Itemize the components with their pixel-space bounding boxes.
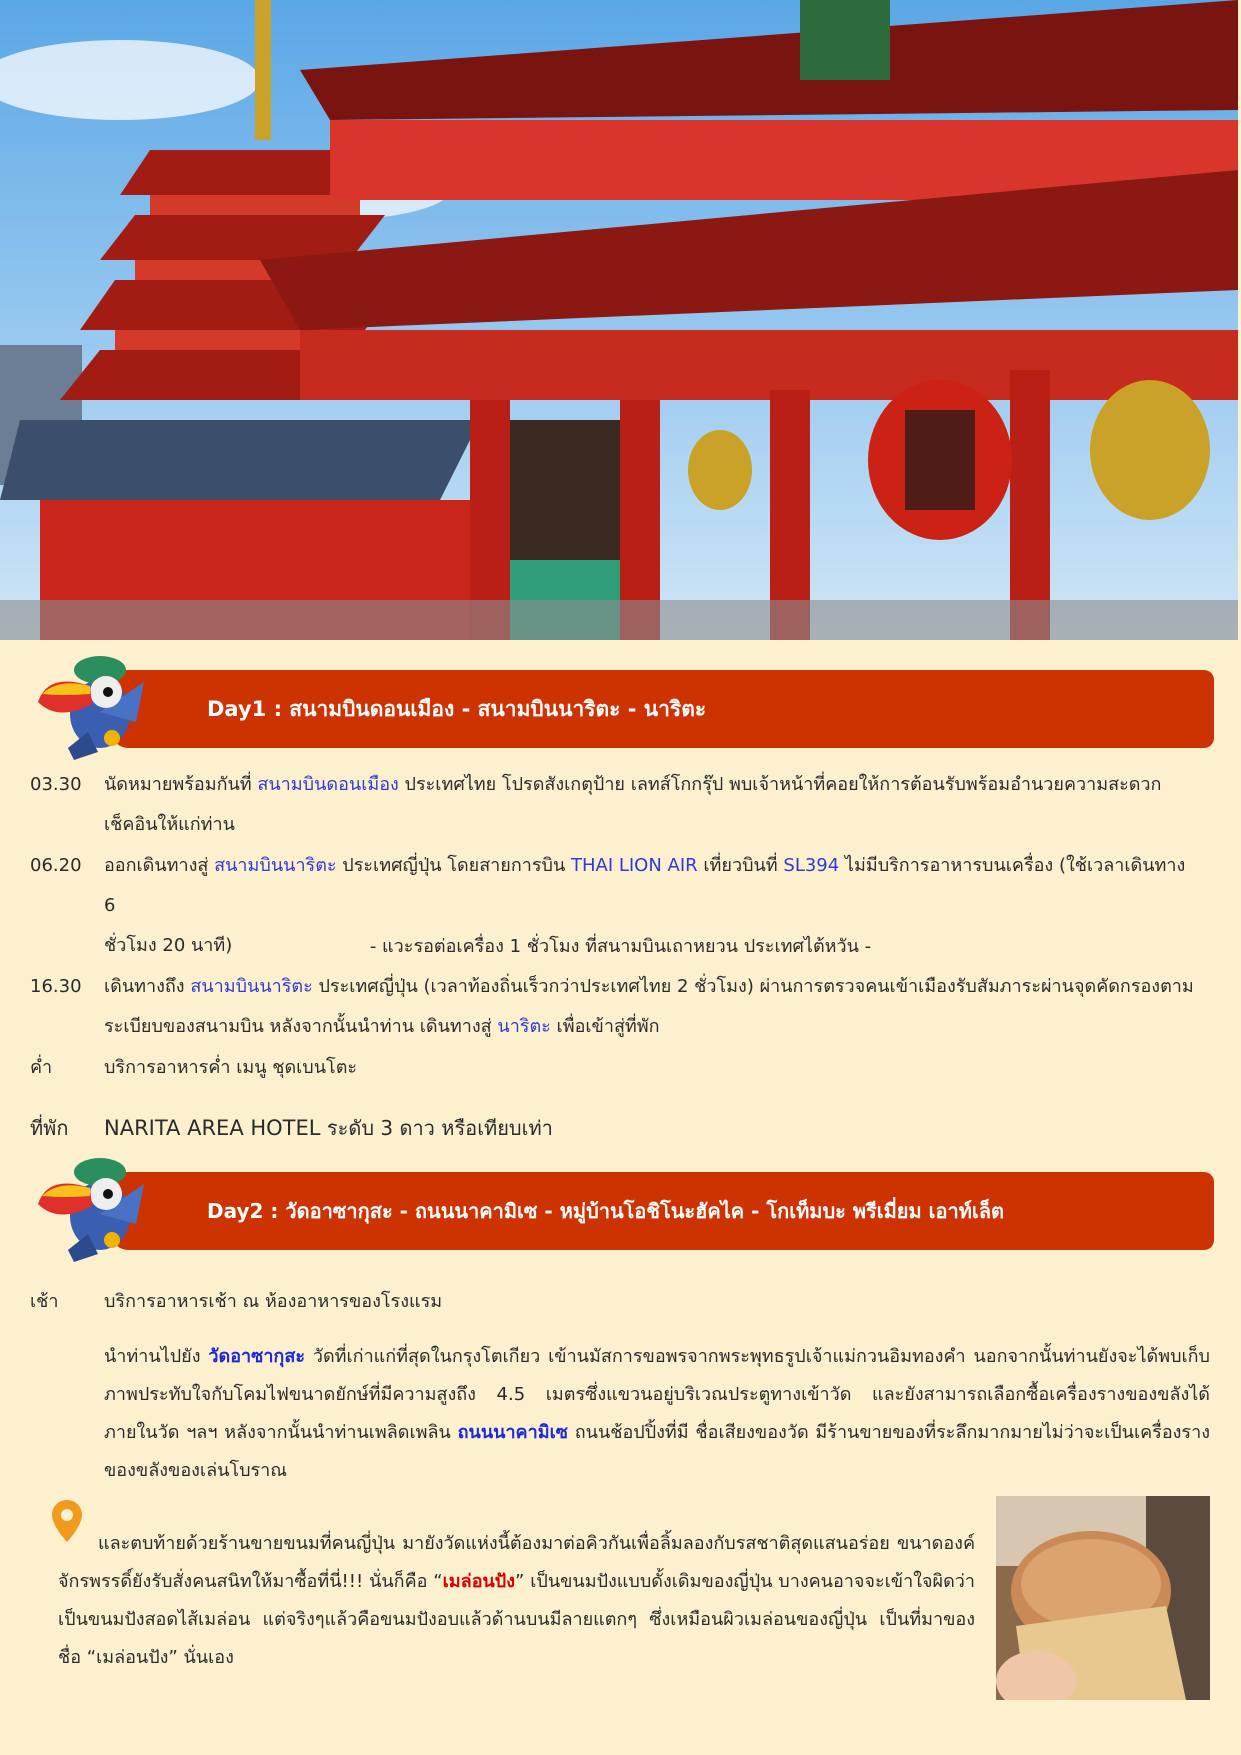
text-part: ประเทศญี่ปุ่น (เวลาท้องถิ่นเร็วกว่าประเทศไทย 2 ชั่วโมง) ผ่านการตรวจคนเข้าเมืองรับสัมภาระผ่านจุดคัดกรองตาม: [312, 976, 1194, 997]
day1-header: [28, 652, 1214, 730]
hotel-name: NARITA AREA HOTEL: [104, 1116, 321, 1140]
text-part: และตบท้ายด้วยร้านขายขนมที่คนญี่ปุ่น มายังวัดแห่งนี้ต้องมาต่อคิวกันเพื่อลิ้มลองกับรสชาติสุดแสนอร่อย ขนาดองค์จักรพรรดิ์ยังรับสั่งคนสนิทให้มาซื้อที่นี่!!! นั่นก็คือ “: [58, 1533, 975, 1592]
text-part: เพื่อเข้าสู่ที่พัก: [550, 1016, 660, 1037]
place-highlight: สนามบินดอนเมือง: [257, 774, 399, 795]
item-text: [104, 967, 1200, 1047]
hero-photo-sensoji-temple: [0, 0, 1238, 640]
text-part: เดินทางถึง: [104, 976, 191, 997]
hotel-label: ที่พัก: [30, 1116, 69, 1140]
text-part: ประเทศไทย โปรดสังเกตุป้าย เลทส์โกกรุ๊ป พบเจ้าหน้าที่คอยให้การต้อนรับพร้อมอำนวยความสะดวก: [398, 774, 1162, 795]
transit-note: - แวะรอต่อเครื่อง 1 ชั่วโมง ที่สนามบินเถาหยวน ประเทศไต้หวัน -: [369, 936, 872, 957]
toucan-mascot-icon: [28, 1154, 144, 1264]
melonpan-highlight: เมล่อนปัง: [442, 1571, 516, 1592]
text-part: ไม่มีบริการอาหารบนเครื่อง (ใช้เวลาเดินทาง 6: [104, 855, 1186, 916]
flight-highlight: SL394: [783, 855, 840, 876]
text-part: นำท่านไปยัง: [104, 1346, 209, 1367]
text-part: ” เป็นขนมปังแบบดั้งเดิมของญี่ปุ่น บางคนอาจจะเข้าใจผิดว่าเป็นขนมปังสอดไส้เมล่อน แต่จริงๆแล้วคือขนมปังอบแล้วด้านบนมีลายแตกๆ ซึ่งเหมือนผิวเมล่อนของญี่ปุ่น เป็นที่มาของชื่อ “เมล่อนปัง” นั่นเอง: [58, 1571, 976, 1668]
place-highlight: นาริตะ: [497, 1016, 551, 1037]
asakusa-paragraph: [104, 1338, 1210, 1490]
place-highlight: สนามบินนาริตะ: [214, 855, 337, 876]
place-highlight: ถนนนาคามิเซ: [457, 1422, 568, 1443]
text-part: ประเทศญี่ปุ่น โดยสายการบิน: [336, 855, 571, 876]
text-part: ถนนช้อปปิ้งที่มี ชื่อเสียงของวัด มีร้านขายของที่ระลึกมากมายไม่ว่าจะเป็นเครื่องรางของขลังของเล่นโบราณ: [104, 1422, 1210, 1481]
toucan-mascot-icon: [28, 652, 144, 762]
day1-item-0330: [30, 765, 1200, 845]
text-part: ออกเดินทางสู่: [104, 855, 215, 876]
text-part: ระเบียบของสนามบิน หลังจากนั้นนำท่าน เดินทางสู่: [104, 1016, 498, 1037]
melonpan-photo: [996, 1496, 1210, 1700]
text-part: วัดที่เก่าแก่ที่สุดในกรุงโตเกียว เข้านมัสการขอพรจากพระพุทธรูปเจ้าแม่กวนอิมทองคำ นอกจากนั้นท่านยังจะได้พบเก็บภาพประทับใจกับโคมไฟขนาดยักษ์ที่มีความสูงถึง 4.5 เมตรซึ่งแขวนอยู่บริเวณประตูทางเข้าวัด และยังสามารถเลือกซื้อเครื่องรางของขลังได้ภายในวัด ฯลฯ หลังจากนั้นนำท่านเพลิดเพลิน: [104, 1346, 1210, 1443]
melonpan-paragraph: [58, 1525, 975, 1677]
meal-label: ค่ำ: [30, 1057, 53, 1078]
item-text: [104, 765, 1200, 845]
day2-title: Day2 : วัดอาซากุสะ - ถนนนาคามิเซ - หมู่บ้านโอชิโนะฮัคไค - โกเท็มบะ พรีเมี่ยม เอาท์เล็ต: [207, 1199, 1005, 1223]
place-highlight: สนามบินนาริตะ: [190, 976, 313, 997]
text-part: นัดหมายพร้อมกันที่: [104, 774, 258, 795]
meal-text: บริการอาหารเช้า ณ ห้องอาหารของโรงแรม: [104, 1291, 443, 1312]
time-label: 16.30: [30, 976, 82, 997]
day1-item-1630: [30, 967, 1200, 1047]
day2-header-bar: [112, 1172, 1214, 1250]
day1-title: Day1 : สนามบินดอนเมือง - สนามบินนาริตะ - นาริตะ: [207, 697, 707, 721]
time-label: 03.30: [30, 774, 82, 795]
hotel-rating: ระดับ 3 ดาว หรือเทียบเท่า: [320, 1116, 553, 1140]
text-part: เที่ยวบินที่: [697, 855, 784, 876]
day1-header-bar: [112, 670, 1214, 748]
time-label: 06.20: [30, 855, 82, 876]
hotel-text: [104, 1108, 1200, 1148]
meal-label: เช้า: [30, 1291, 59, 1312]
meal-text: บริการอาหารค่ำ เมนู ชุดเบนโตะ: [104, 1057, 358, 1078]
day2-header: [28, 1154, 1214, 1232]
text-part: ชั่วโมง 20 นาที): [104, 935, 233, 956]
place-highlight: วัดอาซากุสะ: [208, 1346, 305, 1367]
text-part: เช็คอินให้แก่ท่าน: [104, 814, 235, 835]
airline-highlight: THAI LION AIR: [570, 855, 698, 876]
